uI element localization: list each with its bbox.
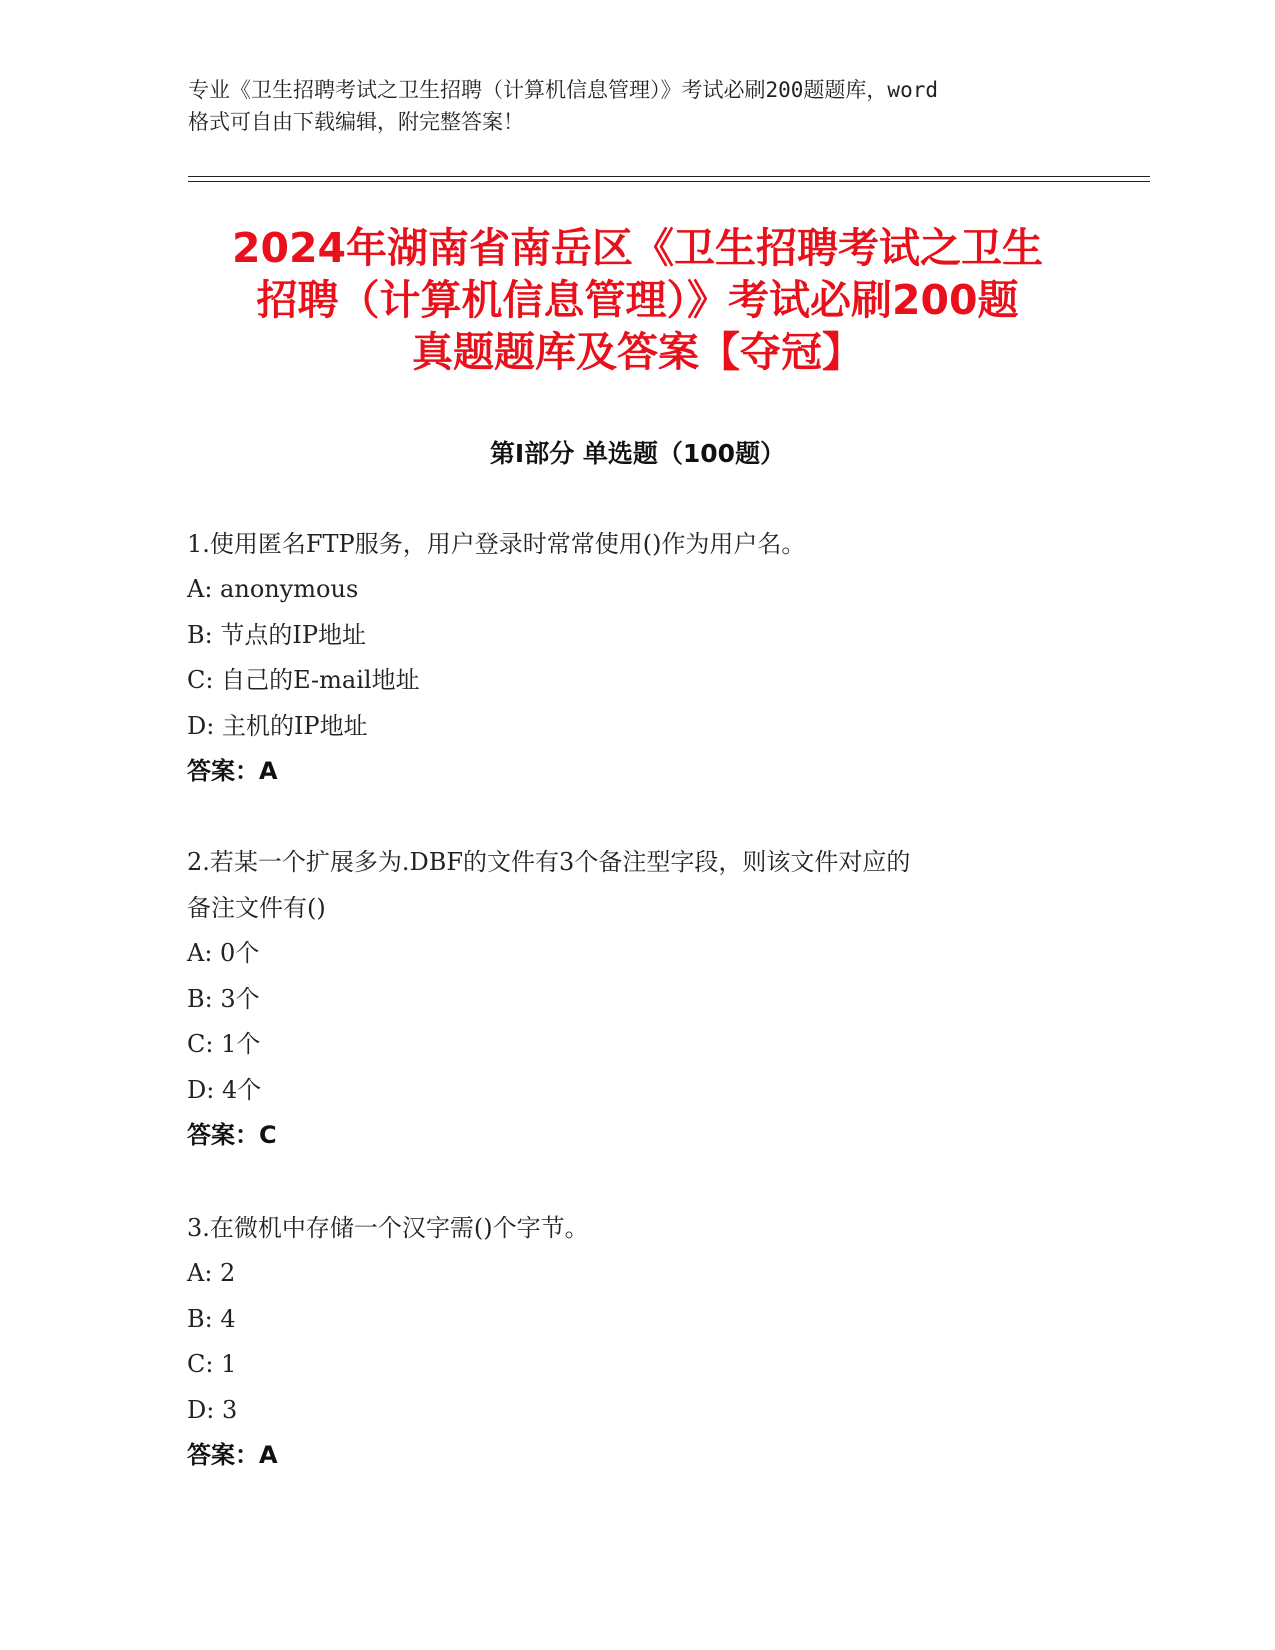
option-c: C: 1个 xyxy=(187,1030,261,1058)
document-title-line-3: 真题题库及答案【夺冠】 xyxy=(412,328,863,376)
document-title-line-1: 2024年湖南省南岳区《卫生招聘考试之卫生 xyxy=(231,224,1044,272)
header-note-line-1: 专业《卫生招聘考试之卫生招聘（计算机信息管理）》考试必刷200题题库，word xyxy=(188,78,938,102)
header-note xyxy=(188,74,1088,138)
option-a: A: anonymous xyxy=(187,575,359,603)
question-3 xyxy=(187,1205,1087,1479)
question-text: 3.在微机中存储一个汉字需()个字节。 xyxy=(187,1214,589,1242)
document-title xyxy=(150,222,1125,378)
option-c: C: 1 xyxy=(187,1350,237,1378)
option-d: D: 4个 xyxy=(187,1075,262,1104)
section-heading: 第Ⅰ部分 单选题（100题） xyxy=(489,439,786,468)
answer: 答案：A xyxy=(187,757,278,785)
option-a: A: 2 xyxy=(187,1259,236,1287)
option-d: D: 3 xyxy=(187,1395,238,1424)
option-b: B: 3个 xyxy=(187,984,260,1013)
option-c: C: 自己的E-mail地址 xyxy=(187,666,420,694)
document-title-line-2: 招聘（计算机信息管理）》考试必刷200题 xyxy=(256,276,1019,324)
answer: 答案：C xyxy=(187,1121,277,1149)
question-text-continued: 备注文件有() xyxy=(187,894,326,922)
option-d: D: 主机的IP地址 xyxy=(187,711,368,740)
header-divider-top xyxy=(188,176,1150,177)
question-1 xyxy=(187,521,1087,795)
option-b: B: 4 xyxy=(187,1304,236,1333)
answer: 答案：A xyxy=(187,1441,278,1469)
option-b: B: 节点的IP地址 xyxy=(187,620,366,649)
header-divider-bottom xyxy=(188,181,1150,182)
question-text: 2.若某一个扩展多为.DBF的文件有3个备注型字段，则该文件对应的 xyxy=(187,848,911,876)
question-2 xyxy=(187,839,1087,1159)
option-a: A: 0个 xyxy=(187,939,260,967)
header-note-line-2: 格式可自由下载编辑，附完整答案！ xyxy=(188,110,524,134)
question-text: 1.使用匿名FTP服务，用户登录时常常使用()作为用户名。 xyxy=(187,530,806,558)
